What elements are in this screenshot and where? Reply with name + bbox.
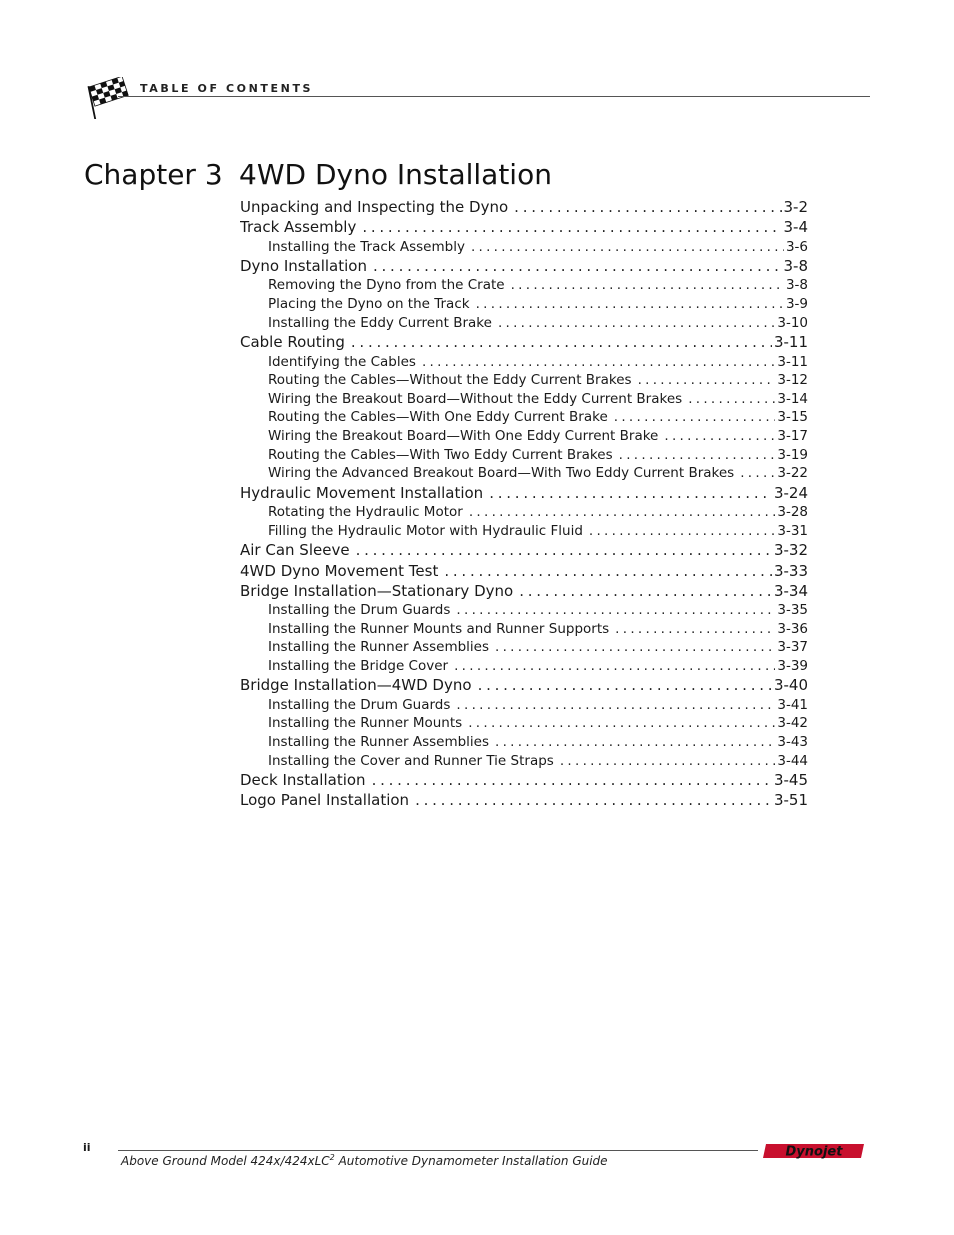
toc-entry-page: 3-39 — [777, 657, 808, 674]
toc-entry-title: Installing the Eddy Current Brake — [268, 314, 492, 331]
toc-entry-title: Installing the Runner Mounts and Runner Supports — [268, 620, 610, 637]
toc-entry-title: Bridge Installation—4WD Dyno — [240, 676, 472, 695]
toc-entry-page: 3-34 — [773, 581, 808, 600]
guide-title: Above Ground Model 424x/424xLC$^2$ Automotive Dynamometer Installation Guide — [121, 1153, 608, 1168]
toc-subentry[interactable] — [240, 601, 808, 620]
toc-subentry[interactable] — [240, 446, 808, 465]
toc-entry-title: Dyno Installation — [240, 257, 367, 276]
toc-entry-page: 3-10 — [777, 314, 808, 331]
toc-entry-page: 3-12 — [777, 372, 808, 389]
toc-entry[interactable] — [240, 197, 808, 217]
toc-entry-title: Removing the Dyno from the Crate — [268, 277, 505, 294]
toc-entry[interactable] — [240, 581, 808, 601]
toc-entry[interactable] — [240, 540, 808, 560]
toc-entry-title: Routing the Cables—Without the Eddy Current Brakes — [268, 372, 632, 389]
toc-entry-page: 3-8 — [783, 257, 808, 276]
toc-entry-page: 3-36 — [777, 620, 808, 637]
chapter-heading — [84, 158, 552, 191]
dot-leader — [495, 638, 775, 657]
toc-entry-page: 3-37 — [777, 639, 808, 656]
dot-leader — [638, 371, 776, 390]
dot-leader — [478, 675, 772, 695]
toc-entry[interactable] — [240, 332, 808, 352]
toc-entry-title: Routing the Cables—With Two Eddy Current Brakes — [268, 446, 613, 463]
dot-leader — [471, 238, 784, 257]
dot-leader — [688, 390, 775, 409]
toc-entry-page: 3-19 — [777, 446, 808, 463]
footer-divider — [118, 1150, 758, 1151]
toc-entry-title: Installing the Runner Mounts — [268, 715, 463, 732]
toc-subentry[interactable] — [240, 464, 808, 483]
toc-subentry[interactable] — [240, 714, 808, 733]
toc-entry-page: 3-9 — [785, 296, 808, 313]
dot-leader — [469, 503, 776, 522]
section-label: TABLE OF CONTENTS — [140, 82, 314, 95]
header-divider — [118, 96, 870, 97]
toc-entry-page: 3-42 — [777, 715, 808, 732]
dot-leader — [444, 561, 772, 581]
dot-leader — [589, 522, 775, 541]
dot-leader — [495, 733, 775, 752]
dot-leader — [356, 540, 772, 560]
toc-entry[interactable] — [240, 561, 808, 581]
toc-subentry[interactable] — [240, 620, 808, 639]
toc-entry-page: 3-41 — [777, 696, 808, 713]
chapter-title: 4WD Dyno Installation — [239, 158, 552, 191]
toc-entry-page: 3-51 — [773, 791, 808, 810]
dot-leader — [476, 295, 784, 314]
dot-leader — [740, 464, 775, 483]
dot-leader — [415, 790, 772, 810]
toc-entry-page: 3-6 — [785, 238, 808, 255]
toc-entry-title: Unpacking and Inspecting the Dyno — [240, 198, 509, 216]
toc-entry-page: 3-44 — [777, 752, 808, 769]
toc-entry[interactable] — [240, 790, 808, 810]
toc-subentry[interactable] — [240, 314, 808, 333]
toc-entry-page: 3-28 — [777, 504, 808, 521]
dot-leader — [511, 276, 784, 295]
toc-subentry[interactable] — [240, 657, 808, 676]
toc-entry[interactable] — [240, 217, 808, 237]
dot-leader — [614, 408, 776, 427]
toc-subentry[interactable] — [240, 353, 808, 372]
toc-subentry[interactable] — [240, 276, 808, 295]
dot-leader — [456, 696, 775, 715]
toc-subentry[interactable] — [240, 295, 808, 314]
toc-entry-title: Wiring the Breakout Board—With One Eddy Current Brake — [268, 427, 659, 444]
toc-subentry[interactable] — [240, 427, 808, 446]
toc-entry-title: Installing the Runner Assemblies — [268, 639, 490, 656]
toc-entry-title: Hydraulic Movement Installation — [240, 483, 484, 502]
dot-leader — [498, 314, 775, 333]
toc-entry-title: Rotating the Hydraulic Motor — [268, 504, 463, 521]
toc-entry-page: 3-14 — [777, 390, 808, 407]
dot-leader — [489, 483, 772, 503]
toc-entry-title: Deck Installation — [240, 771, 366, 790]
dot-leader — [664, 427, 775, 446]
toc-subentry[interactable] — [240, 638, 808, 657]
toc-entry-title: Wiring the Advanced Breakout Board—With Two Eddy Current Brakes — [268, 465, 735, 482]
dynojet-logo — [763, 1141, 867, 1161]
toc-entry-page: 3-43 — [777, 733, 808, 750]
dot-leader — [454, 657, 775, 676]
dot-leader — [468, 714, 775, 733]
toc-entry-title: Logo Panel Installation — [240, 791, 410, 810]
toc-entry-page: 3-31 — [777, 522, 808, 539]
toc-subentry[interactable] — [240, 733, 808, 752]
toc-entry-page: 3-11 — [773, 333, 808, 352]
toc-entry-title: Track Assembly — [240, 218, 357, 237]
toc-entry-page: 3-22 — [777, 465, 808, 482]
toc-subentry[interactable] — [240, 522, 808, 541]
toc-subentry[interactable] — [240, 390, 808, 409]
toc-entry-title: Installing the Drum Guards — [268, 602, 451, 619]
toc-entry-title: Air Can Sleeve — [240, 541, 350, 560]
toc-entry-page: 3-35 — [777, 602, 808, 619]
chapter-number: Chapter 3 — [84, 158, 223, 191]
toc-entry-page: 3-45 — [773, 771, 808, 790]
toc-entry-page: 3-2 — [783, 198, 808, 216]
toc-entry-title: Cable Routing — [240, 333, 345, 352]
toc-entry-page: 3-11 — [777, 353, 808, 370]
toc-entry-title: Placing the Dyno on the Track — [268, 296, 470, 313]
page-number: ii — [83, 1141, 91, 1154]
toc-entry-title: Installing the Cover and Runner Tie Straps — [268, 752, 554, 769]
dot-leader — [514, 197, 781, 217]
toc-entry-page: 3-32 — [773, 541, 808, 560]
toc-entry-title: Identifying the Cables — [268, 353, 416, 370]
toc-entry-page: 3-8 — [785, 277, 808, 294]
toc-subentry[interactable] — [240, 503, 808, 522]
toc-subentry[interactable] — [240, 238, 808, 257]
toc-entry-page: 3-24 — [773, 483, 808, 502]
toc-entry-page: 3-33 — [773, 561, 808, 580]
toc-entry[interactable] — [240, 483, 808, 503]
dot-leader — [422, 353, 775, 372]
toc-entry[interactable] — [240, 256, 808, 276]
toc-subentry[interactable] — [240, 752, 808, 771]
toc-entry-page: 3-40 — [773, 676, 808, 695]
dot-leader — [615, 620, 775, 639]
toc-entry-title: Installing the Track Assembly — [268, 238, 465, 255]
toc-entry[interactable] — [240, 770, 808, 790]
toc-subentry[interactable] — [240, 696, 808, 715]
toc-entry-page: 3-17 — [777, 427, 808, 444]
dot-leader — [351, 332, 772, 352]
toc-subentry[interactable] — [240, 408, 808, 427]
dot-leader — [619, 446, 776, 465]
toc-entry-title: Wiring the Breakout Board—Without the Eddy Current Brakes — [268, 390, 683, 407]
toc-entry-title: Bridge Installation—Stationary Dyno — [240, 581, 514, 600]
toc-entry-page: 3-15 — [777, 409, 808, 426]
dot-leader — [456, 601, 775, 620]
dot-leader — [362, 217, 781, 237]
toc-entry-page: 3-4 — [783, 218, 808, 237]
toc-entry-title: Filling the Hydraulic Motor with Hydraulic Fluid — [268, 522, 583, 539]
toc-entry-title: Routing the Cables—With One Eddy Current Brake — [268, 409, 608, 426]
toc-entry-title: Installing the Drum Guards — [268, 696, 451, 713]
svg-text:Dynojet: Dynojet — [785, 1144, 843, 1160]
dot-leader — [560, 752, 776, 771]
toc-entry-title: 4WD Dyno Movement Test — [240, 561, 439, 580]
toc-entry-title: Installing the Runner Assemblies — [268, 733, 490, 750]
dot-leader — [373, 256, 782, 276]
toc-entry-title: Installing the Bridge Cover — [268, 657, 449, 674]
dot-leader — [372, 770, 772, 790]
toc-subentry[interactable] — [240, 371, 808, 390]
toc-entry[interactable] — [240, 675, 808, 695]
checkered-flag-icon — [83, 77, 131, 119]
dot-leader — [519, 581, 772, 601]
toc-list — [240, 197, 808, 811]
